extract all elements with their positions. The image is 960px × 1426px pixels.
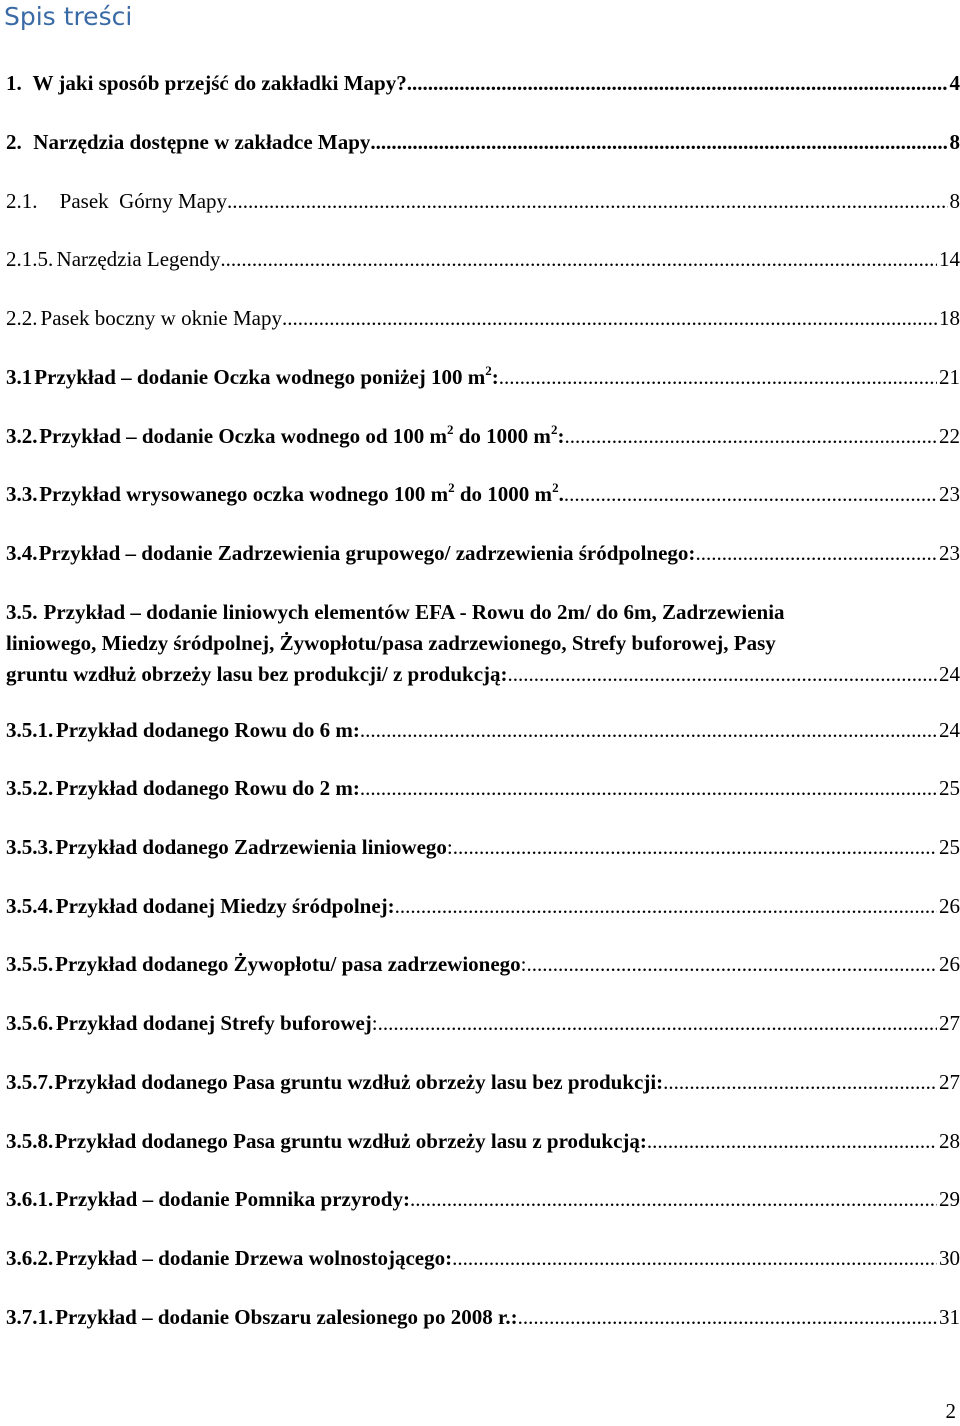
toc-entry-page: 21	[939, 365, 960, 389]
toc-entry-title-line-3: gruntu wzdłuż obrzeży lasu bez produkcji/ z produkcją:	[6, 662, 508, 686]
toc-entry-3-1[interactable]	[6, 362, 960, 393]
toc-entry-2[interactable]	[6, 127, 960, 158]
toc-leader-dots	[407, 68, 948, 99]
toc-leader-dots	[227, 186, 947, 217]
toc-entry-title: W jaki sposób przejść do zakładki Mapy?	[32, 71, 407, 95]
superscript: 2	[552, 480, 559, 495]
toc-entry-3-6-1[interactable]	[6, 1184, 960, 1215]
toc-entry-number: 3.5.7.	[6, 1070, 54, 1094]
toc-entry-title: Przykład – dodanie Obszaru zalesionego po 2008 r.:	[55, 1305, 518, 1329]
toc-entry-title: Pasek Górny Mapy	[59, 189, 228, 213]
toc-entry-number: 2.1.5.	[6, 247, 54, 271]
toc-entry-title: Przykład – dodanie Oczka wodnego od 100 $m^2$ do 1000 $m^2$:	[39, 422, 565, 448]
toc-entry-title: Przykład dodanej Strefy buforowej:	[55, 1011, 378, 1035]
toc-entry-title-line-2: liniowego, Miedzy śródpolnej, Żywopłotu/pasa zadrzewionego, Strefy buforowej, Pasy	[6, 631, 776, 655]
toc-leader-dots	[695, 538, 937, 569]
toc-entry-number: 3.4.	[6, 541, 38, 565]
toc-leader-dots	[527, 949, 937, 980]
page-number: 2	[945, 1399, 956, 1423]
toc-entry-title: Przykład dodanego Żywopłotu/ pasa zadrzewionego:	[55, 952, 527, 976]
toc-entry-page: 22	[939, 424, 960, 448]
toc-entry-number: 3.5.4.	[6, 894, 54, 918]
toc-entry-page: 24	[939, 718, 960, 742]
toc-entry-number: 2.	[6, 130, 22, 154]
toc-entry-page: 28	[939, 1129, 960, 1153]
toc-entry-number: 2.2.	[6, 306, 38, 330]
toc-entry-number: 3.6.2.	[6, 1246, 54, 1270]
toc-entry-number: 3.5.3.	[6, 835, 54, 859]
toc-leader-dots	[452, 1243, 937, 1274]
toc-entry-number: 3.5.6.	[6, 1011, 54, 1035]
toc-leader-dots	[282, 303, 937, 334]
toc-entry-3-5-3[interactable]	[6, 832, 960, 863]
toc-entry-page: 24	[939, 662, 960, 686]
toc-entry-page: 8	[949, 130, 960, 154]
toc-entry-3-5[interactable]	[6, 597, 960, 690]
toc-entry-title: Przykład – dodanie Oczka wodnego poniżej 100 $m^2$:	[34, 363, 499, 389]
toc-entry-page: 31	[939, 1305, 960, 1329]
toc-entry-page: 23	[939, 541, 960, 565]
toc-entry-number: 3.7.1.	[6, 1305, 54, 1329]
toc-leader-dots	[647, 1126, 937, 1157]
toc-entry-2-2[interactable]	[6, 303, 960, 334]
toc-entry-title: Przykład – dodanie Pomnika przyrody:	[55, 1187, 410, 1211]
toc-entry-page: 26	[939, 952, 960, 976]
toc-entry-1[interactable]	[6, 68, 960, 99]
toc-entry-title: Przykład wrysowanego oczka wodnego 100 $m^2$ do 1000 $m^2$.	[39, 480, 564, 506]
toc-leader-dots	[395, 891, 937, 922]
toc-entry-3-5-8[interactable]	[6, 1126, 960, 1157]
toc-entry-title: Pasek boczny w oknie Mapy	[40, 306, 282, 330]
toc-entry-title: Narzędzia Legendy	[56, 247, 221, 271]
superscript: 2	[448, 480, 455, 495]
toc-leader-dots	[360, 773, 937, 804]
toc-leader-dots	[564, 479, 937, 510]
toc-entry-2-1-5[interactable]	[6, 244, 960, 275]
toc-entry-title: Przykład dodanego Pasa gruntu wzdłuż obrzeży lasu bez produkcji:	[54, 1070, 664, 1094]
toc-entry-title: Przykład – dodanie Zadrzewienia grupowego/ zadrzewienia śródpolnego:	[38, 541, 696, 565]
toc-entry-title: Przykład dodanego Zadrzewienia liniowego:	[55, 835, 453, 859]
toc-entry-number: 2.1.	[6, 189, 38, 213]
toc-entry-number: 3.5.8.	[6, 1129, 54, 1153]
toc-entry-title: Przykład dodanego Rowu do 2 m:	[55, 776, 360, 800]
toc-leader-dots	[360, 715, 937, 746]
toc-entry-page: 18	[939, 306, 960, 330]
toc-entry-3-2[interactable]	[6, 421, 960, 452]
toc-entry-number: 3.2.	[6, 424, 38, 448]
toc-leader-dots	[410, 1184, 937, 1215]
toc-entry-page: 4	[949, 71, 960, 95]
toc-entry-page: 27	[939, 1070, 960, 1094]
toc-entry-title: Narzędzia dostępne w zakładce Mapy	[33, 130, 371, 154]
toc-entry-page: 25	[939, 776, 960, 800]
toc-entry-number: 1.	[6, 71, 22, 95]
toc-entry-3-6-2[interactable]	[6, 1243, 960, 1274]
toc-entry-number: 3.5.	[6, 600, 38, 624]
toc-entry-page: 25	[939, 835, 960, 859]
toc-entry-3-5-5[interactable]	[6, 949, 960, 980]
toc-leader-dots	[453, 832, 937, 863]
toc-entry-page: 8	[949, 189, 960, 213]
toc-leader-dots	[370, 127, 947, 158]
toc-entry-3-5-6[interactable]	[6, 1008, 960, 1039]
toc-leader-dots	[220, 244, 937, 275]
toc-entry-page: 26	[939, 894, 960, 918]
toc-leader-dots	[499, 362, 937, 393]
toc-entry-3-5-7[interactable]	[6, 1067, 960, 1098]
superscript: 2	[447, 422, 454, 437]
toc-entry-number: 3.6.1.	[6, 1187, 54, 1211]
toc-entry-page: 30	[939, 1246, 960, 1270]
toc-entry-number: 3.5.1.	[6, 718, 54, 742]
toc-leader-dots	[508, 659, 938, 690]
toc-entry-number: 3.5.2.	[6, 776, 54, 800]
superscript: 2	[550, 422, 558, 437]
toc-entry-number: 3.1	[6, 365, 33, 389]
toc-leader-dots	[564, 421, 937, 452]
toc-leader-dots	[663, 1067, 937, 1098]
toc-entry-3-5-1[interactable]	[6, 715, 960, 746]
toc-entry-title: Przykład dodanej Miedzy śródpolnej:	[55, 894, 395, 918]
toc-heading: Spis treści	[4, 2, 133, 31]
toc-entry-page: 23	[939, 482, 960, 506]
toc-entry-title: Przykład dodanego Pasa gruntu wzdłuż obrzeży lasu z produkcją:	[54, 1129, 647, 1153]
toc-entry-3-5-4[interactable]	[6, 891, 960, 922]
toc-entry-title-line-1: 3.5. Przykład – dodanie liniowych elementów EFA - Rowu do 2m/ do 6m, Zadrzewienia	[6, 600, 785, 624]
toc-entry-3-7-1[interactable]	[6, 1302, 960, 1333]
toc-entry-number: 3.5.5.	[6, 952, 54, 976]
toc-entry-3-4[interactable]	[6, 538, 960, 569]
toc-entry-page: 14	[939, 247, 960, 271]
toc-entry-3-5-2[interactable]	[6, 773, 960, 804]
superscript: 2	[485, 363, 492, 378]
toc-leader-dots	[518, 1302, 937, 1333]
toc-entry-3-3[interactable]	[6, 479, 960, 510]
toc-entry-page: 29	[939, 1187, 960, 1211]
toc-entry-title: Przykład – dodanie Drzewa wolnostojącego:	[55, 1246, 453, 1270]
toc-entry-title: Przykład dodanego Rowu do 6 m:	[55, 718, 360, 742]
toc-entry-2-1[interactable]	[6, 186, 960, 217]
toc-leader-dots	[378, 1008, 937, 1039]
toc-entry-page: 27	[939, 1011, 960, 1035]
toc-entry-number: 3.3.	[6, 482, 38, 506]
